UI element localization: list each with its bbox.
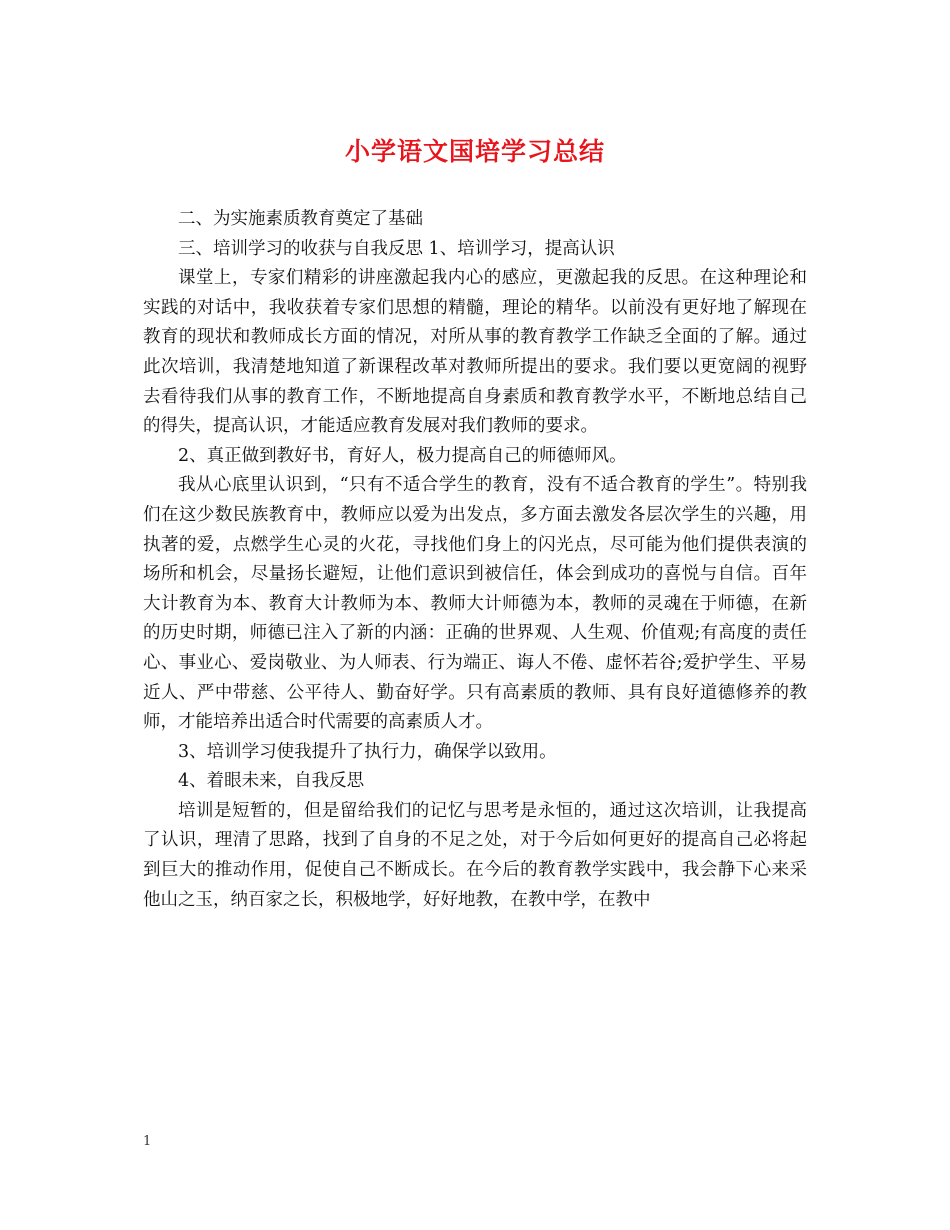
paragraph-future-reflection: 培训是短暂的，但是留给我们的记忆与思考是永恒的，通过这次培训，让我提高了认识，理清了思路，找到了自身的不足之处，对于今后如何更好的提高自己必将起到巨大的推动作用，促使自己不断成长。在今后的教育教学实践中，我会静下心来采他山之玉，纳百家之长，积极地学，好好地教，在教中学，在教中 xyxy=(143,800,807,910)
paragraph-classroom-reflection: 课堂上，专家们精彩的讲座激起我内心的感应，更激起我的反思。在这种理论和实践的对话中，我收获着专家们思想的精髓，理论的精华。以前没有更好地了解现在教育的现状和教师成长方面的情况，对所从事的教育教学工作缺乏全面的了解。通过此次培训，我清楚地知道了新课程改革对教师所提出的要求。我们要以更宽阔的视野去看待我们从事的教育工作，不断地提高自身素质和教育教学水平，不断地总结自己的得失，提高认识，才能适应教育发展对我们教师的要求。 xyxy=(143,268,807,437)
document-body xyxy=(143,205,807,915)
paragraph-section-three: 三、培训学习的收获与自我反思 1、培训学习，提高认识 xyxy=(178,238,615,259)
document-title: 小学语文国培学习总结 xyxy=(344,137,605,166)
paragraph-item-four: 4、着眼未来，自我反思 xyxy=(178,771,365,792)
page-number: 1 xyxy=(143,1134,152,1149)
paragraph-teacher-ethics: 我从心底里认识到，“只有不适合学生的教育，没有不适合教育的学生”。特别我们在这少数民族教育中，教师应以爱为出发点，多方面去激发各层次学生的兴趣，用执著的爱，点燃学生心灵的火花，寻找他们身上的闪光点，尽可能为他们提供表演的场所和机会，尽量扬长避短，让他们意识到被信任，体会到成功的喜悦与自信。百年大计教育为本、教育大计教师为本、教师大计师德为本，教师的灵魂在于师德，在新的历史时期，师德已注入了新的内涵：正确的世界观、人生观、价值观;有高度的责任心、事业心、爱岗敬业、为人师表、行为端正、诲人不倦、虚怀若谷;爱护学生、平易近人、严中带慈、公平待人、勤奋好学。只有高素质的教师、具有良好道德修养的教师，才能培养出适合时代需要的高素质人才。 xyxy=(143,475,807,733)
paragraph-item-two: 2、真正做到教好书，育好人，极力提高自己的师德师风。 xyxy=(178,445,627,466)
paragraph-section-two: 二、为实施素质教育奠定了基础 xyxy=(178,209,423,229)
paragraph-item-three: 3、培训学习使我提升了执行力，确保学以致用。 xyxy=(178,741,557,762)
